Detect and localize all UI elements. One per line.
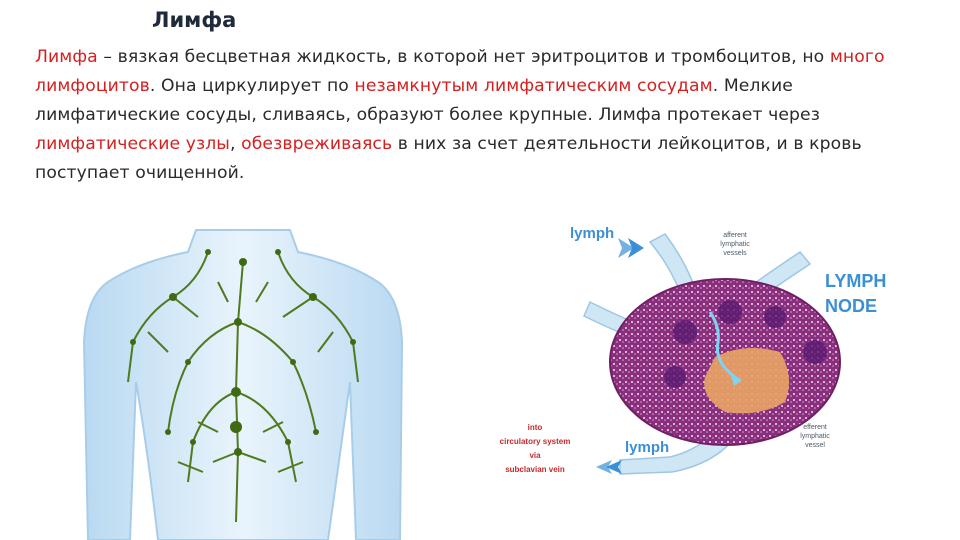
term-many-lymphocytes: много лимфоцитов [35, 47, 885, 96]
afferent-label-line: lymphatic [720, 241, 750, 248]
circulatory-label [500, 423, 571, 474]
afferent-label [720, 232, 750, 257]
lymph-out-arrow [596, 460, 622, 474]
lymph-out-label: lymph [625, 439, 670, 456]
circulatory-label-line: circulatory system [499, 437, 571, 446]
text-segment: . Она циркулирует по [149, 76, 355, 96]
lymph-node-title [825, 271, 886, 316]
text-segment: , [229, 134, 242, 154]
term-neutralizing: обезвреживаясь [241, 134, 393, 154]
afferent-label-line: afferent [723, 232, 747, 239]
text-segment: . Мелкие лимфатические сосуды, сливаясь, образуют более крупные. Лимфа протекает через [35, 76, 820, 125]
circulatory-label-line: via [529, 451, 541, 460]
slide-title: Лимфа [152, 8, 237, 32]
node-title-line: LYMPH [825, 271, 887, 291]
text-segment: в них за счет деятельности лейкоцитов, и в кровь поступает очищенной. [35, 134, 862, 183]
node-title-line: NODE [825, 296, 878, 316]
lymph-in-label: lymph [570, 225, 615, 242]
lymph-in-arrow [618, 238, 644, 258]
medulla [704, 348, 789, 413]
efferent-label-line: lymphatic [800, 433, 830, 440]
lymphatic-system-illustration [78, 222, 408, 540]
term-lymph-nodes: лимфатические узлы [35, 134, 230, 154]
afferent-label-line: vessels [723, 250, 747, 257]
efferent-label-line: vessel [805, 442, 825, 449]
circulatory-label-line: subclavian vein [505, 465, 565, 474]
efferent-label [800, 424, 830, 449]
text-segment: – вязкая бесцветная жидкость, в которой нет эритроцитов и тромбоцитов, но [97, 47, 830, 67]
term-open-lymph-vessels: незамкнутым лимфатическим сосудам [354, 76, 713, 96]
efferent-label-line: efferent [803, 424, 827, 431]
circulatory-label-line: into [527, 423, 543, 432]
description-paragraph [35, 43, 940, 188]
lymph-node-diagram [480, 212, 930, 532]
term-lymph: Лимфа [35, 47, 98, 67]
torso-silhouette [84, 230, 402, 540]
